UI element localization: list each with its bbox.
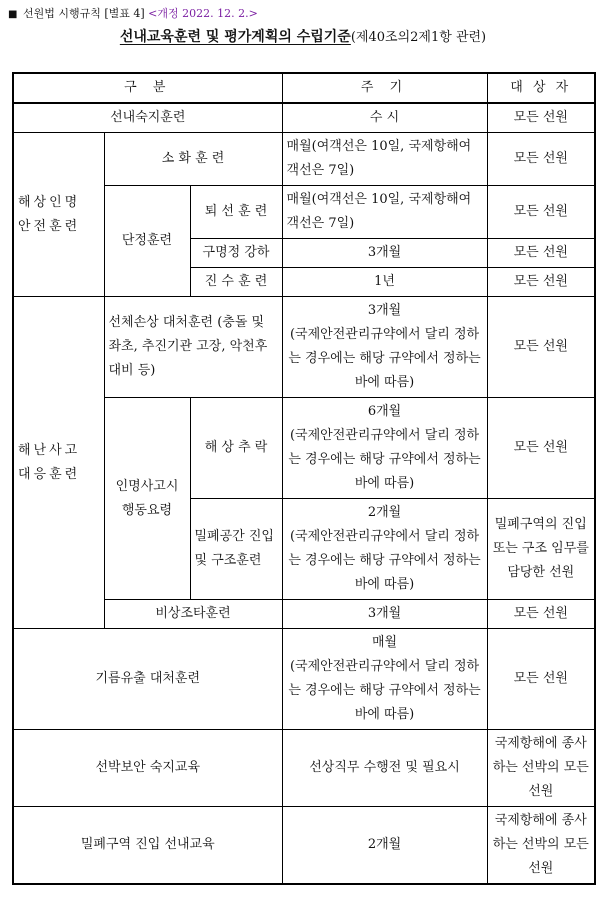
cycle-note: (국제안전관리규약에서 달리 정하는 경우에는 해당 규약에서 정하는 바에 따름) <box>288 428 481 491</box>
row-cycle: 수 시 <box>282 103 487 133</box>
title-sub: (제40조의2제1항 관련) <box>350 30 487 45</box>
cycle-period: 3개월 <box>367 303 402 318</box>
row-cycle: 2개월 <box>282 807 487 885</box>
group-lifesaving-procedure: 인명사고시 행동요령 <box>104 398 190 600</box>
row-label: 선박보안 숙지교육 <box>13 730 282 807</box>
row-target: 모든 선원 <box>487 268 595 297</box>
row-cycle: 1년 <box>282 268 487 297</box>
cycle-period: 2개월 <box>367 505 402 520</box>
table-row <box>13 807 595 885</box>
header-category: 구 분 <box>13 73 282 103</box>
row-label: 밀폐구역 진입 선내교육 <box>13 807 282 885</box>
row-cycle <box>282 398 487 499</box>
table-row <box>13 103 595 133</box>
row-target: 모든 선원 <box>487 103 595 133</box>
table-row <box>13 730 595 807</box>
row-target: 모든 선원 <box>487 186 595 239</box>
row-label: 비상조타훈련 <box>104 600 282 629</box>
amendment-date: <개정 2022. 12. 2.> <box>148 7 258 20</box>
cycle-period: 6개월 <box>367 404 402 419</box>
group-casualty-response: 해난사고 대응훈련 <box>13 297 104 629</box>
group-maritime-safety: 해상인명 안전훈련 <box>13 133 104 297</box>
row-cycle: 3개월 <box>282 239 487 268</box>
table-header-row <box>13 73 595 103</box>
row-cycle: 매월(여객선은 10일, 국제항해여객선은 7일) <box>282 186 487 239</box>
row-target: 국제항해에 종사하는 선박의 모든 선원 <box>487 807 595 885</box>
header-cycle: 주 기 <box>282 73 487 103</box>
table-row <box>13 629 595 730</box>
row-cycle <box>282 629 487 730</box>
row-cycle: 3개월 <box>282 600 487 629</box>
header-target: 대 상 자 <box>487 73 595 103</box>
row-cycle <box>282 297 487 398</box>
square-bullet-icon: ■ <box>8 9 18 20</box>
row-label: 밀폐공간 진입 및 구조훈련 <box>190 499 282 600</box>
row-target: 모든 선원 <box>487 629 595 730</box>
row-cycle: 선상직무 수행전 및 필요시 <box>282 730 487 807</box>
row-target: 밀폐구역의 진입 또는 구조 임무를 담당한 선원 <box>487 499 595 600</box>
law-reference: 선원법 시행규칙 [별표 4] <box>22 7 145 20</box>
row-label: 선내숙지훈련 <box>13 103 282 133</box>
table-row <box>13 297 595 398</box>
row-cycle <box>282 499 487 600</box>
row-label: 퇴 선 훈 련 <box>190 186 282 239</box>
cycle-note: (국제안전관리규약에서 달리 정하는 경우에는 해당 규약에서 정하는 바에 따름) <box>288 659 481 722</box>
row-label: 기름유출 대처훈련 <box>13 629 282 730</box>
row-label: 구명정 강하 <box>190 239 282 268</box>
row-target: 모든 선원 <box>487 297 595 398</box>
row-label: 소 화 훈 련 <box>104 133 282 186</box>
table-row <box>13 133 595 186</box>
row-label: 선체손상 대처훈련 (충돌 및 좌초, 추진기관 고장, 악천후대비 등) <box>104 297 282 398</box>
row-label: 해 상 추 락 <box>190 398 282 499</box>
training-standards-table <box>12 72 596 885</box>
cycle-note: (국제안전관리규약에서 달리 정하는 경우에는 해당 규약에서 정하는 바에 따름) <box>288 327 481 390</box>
row-cycle: 매월(여객선은 10일, 국제항해여객선은 7일) <box>282 133 487 186</box>
row-target: 모든 선원 <box>487 600 595 629</box>
page-title <box>0 26 606 49</box>
row-label: 진 수 훈 련 <box>190 268 282 297</box>
row-target: 모든 선원 <box>487 398 595 499</box>
title-main: 선내교육훈련 및 평가계획의 수립기준 <box>119 29 351 45</box>
law-reference-line <box>8 6 598 23</box>
row-target: 모든 선원 <box>487 133 595 186</box>
row-target: 모든 선원 <box>487 239 595 268</box>
row-target: 국제항해에 종사하는 선박의 모든 선원 <box>487 730 595 807</box>
group-abandon-ship: 단정훈련 <box>104 186 190 297</box>
cycle-period: 매월 <box>371 635 398 650</box>
cycle-note: (국제안전관리규약에서 달리 정하는 경우에는 해당 규약에서 정하는 바에 따름) <box>288 529 481 592</box>
